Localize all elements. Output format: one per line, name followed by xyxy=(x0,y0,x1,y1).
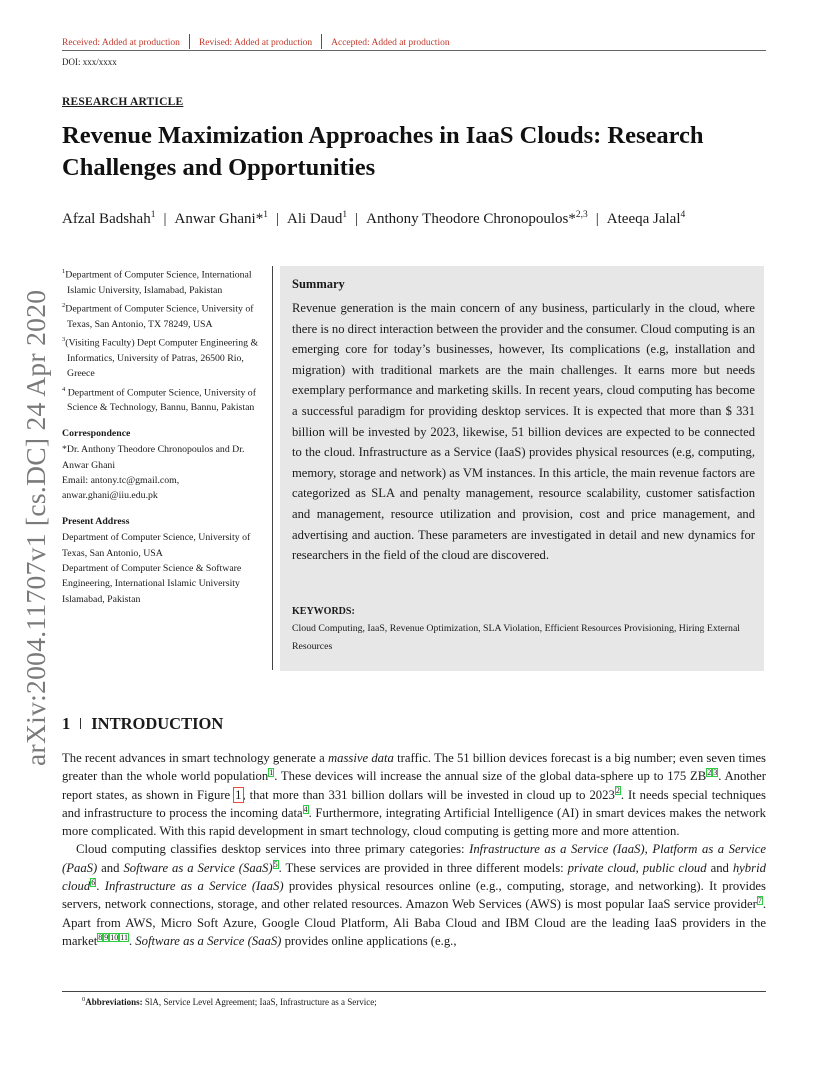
author-name: Anwar Ghani* xyxy=(174,211,264,227)
accepted-date: Accepted: Added at production xyxy=(331,37,450,48)
present-address-line: Department of Computer Science & Software Engineering, International Islamic University Islamabad, Pakistan xyxy=(62,562,242,605)
paragraph: The recent advances in smart technology generate a massive data traffic. The 51 billion devices forecast is a big number; even seven times greater than the whole world population$^1$. These devices will increase the annual size of the global data-sphere up to 175 ZB$^2$ $^3$. Another report states, as shown in Figure 1, that more than 331 billion dollars will be invested in cloud up to 2023$^2$. It needs special techniques and infrastructure to process the incoming data$^4$. Furthermore, integrating Artificial Intelligence (AI) in smart devices makes the network more complicated. With this rapid development in smart technology, cloud computing is getting more and more attention. xyxy=(62,751,767,839)
affiliations-column xyxy=(62,264,267,607)
affiliation: $^3$(Visiting Faculty) Dept Computer Engineering & Informatics, University of Patras, 26500 Rio, Greece xyxy=(62,336,259,380)
author-affil: 1 xyxy=(263,210,268,220)
author-affil: 2,3 xyxy=(575,210,588,220)
article-type: RESEARCH ARTICLE xyxy=(62,96,184,108)
citation-link[interactable]: 2 xyxy=(707,768,712,778)
author-affil: 4 xyxy=(680,210,686,220)
affiliation: $^4$ Department of Computer Science, University of Science & Technology, Bannu, Bannu, Pakistan xyxy=(62,385,256,414)
section-number: 1 xyxy=(62,714,71,733)
author-name: Ateeqa Jalal xyxy=(606,211,681,227)
citation-link[interactable]: 5 xyxy=(273,859,278,869)
received-date: Received: Added at production xyxy=(62,37,180,48)
divider xyxy=(189,34,190,49)
column-divider xyxy=(272,266,273,670)
affiliation: $^1$Department of Computer Science, International Islamic University, Islamabad, Pakistan xyxy=(62,268,252,296)
author-name: Anthony Theodore Chronopoulos* xyxy=(366,211,576,227)
author-affil: 1 xyxy=(342,210,348,220)
author-name: Afzal Badshah xyxy=(62,211,151,227)
summary-text: Revenue generation is the main concern of any business, particularly in the cloud, where there is no direct interaction between the provider and the consumer. Cloud computing is an emerging core for today’s businesses, however, Its complications (e.g, installation and migration) with traditional markets are the main challenges. It earns more but needs exemplary performance and marketing skills. In recent years, cloud computing has become a successful paradigm for providing desktop services. It is expected that more than $ 331 billion will be invested by 2023, likewise, 51 billion devices are expected to be connected to the cloud. Infrastructure as a Service (IaaS) provides physical resources (e.g, computing, memory, storage and network) as VM instances. In this article, the main revenue factors are categorized as SLA and penalty management, resource scalability, customer satisfaction and management, resource utilization and provision, cost and price management, and advertising and auction. These parameters are investigated in detail and new dynamics for researchers in the field of the cloud are discovered. xyxy=(292,301,755,563)
header-rule xyxy=(62,50,766,51)
footnote: $^0$Abbreviations: SlA, Service Level Agreement; IaaS, Infrastructure as a Service; xyxy=(82,996,377,1007)
correspondence-title: Correspondence xyxy=(62,427,131,439)
present-address-title: Present Address xyxy=(62,515,130,527)
citation-link[interactable]: 9 xyxy=(104,932,109,942)
citation-link[interactable]: 2 xyxy=(615,786,620,796)
citation-link[interactable]: 7 xyxy=(757,896,762,906)
present-address-line: Department of Computer Science, University of Texas, San Antonio, USA xyxy=(62,532,251,559)
citation-link[interactable]: 1 xyxy=(269,768,274,778)
citation-link[interactable]: 3 xyxy=(713,768,718,778)
arxiv-stamp: arXiv:2004.11707v1 [cs.DC] 24 Apr 2020 xyxy=(20,289,51,766)
intro-body xyxy=(62,749,766,950)
history-line xyxy=(62,35,450,50)
author-affil: 1 xyxy=(150,210,156,220)
correspondence-names: *Dr. Anthony Theodore Chronopoulos and Dr. Anwar Ghani xyxy=(62,444,245,471)
summary-title: Summary xyxy=(292,277,345,291)
footnote-label: Abbreviations: xyxy=(85,997,143,1007)
author-list: Afzal Badshah$^1$ | Anwar Ghani*$^1$ | Ali Daud$^1$ | Anthony Theodore Chronopoulos*$^{2,3}$ | Ateeqa Jalal$^4$ xyxy=(62,210,686,227)
doi: DOI: xxx/xxxx xyxy=(62,57,117,67)
paragraph: Cloud computing classifies desktop services into three primary categories: Infrastructure as a Service (IaaS), Platform as a Service (PaaS) and Software as a Service (SaaS)$^5$. These services are provided in three different models: private cloud, public cloud and hybrid cloud$^6$. Infrastructure as a Service (IaaS) provides physical resources online (e.g., computing, storage, and networking). It provides servers, network connections, storage, and other related resources. Amazon Web Services (AWS) is most popular IaaS service provider$^7$. Apart from AWS, Micro Soft Azure, Google Cloud Platform, Ali Baba Cloud and IBM Cloud are the leading IaaS providers in the market$^8$ $^9$ $^{10}$ $^{11}$. Software as a Service (SaaS) provides online applications (e.g., xyxy=(62,842,766,948)
revised-date: Revised: Added at production xyxy=(198,37,313,48)
divider xyxy=(321,34,322,49)
affiliation: $^2$Department of Computer Science, University of Texas, San Antonio, TX 78249, USA xyxy=(62,302,254,330)
citation-link[interactable]: 11 xyxy=(120,932,128,942)
citation-link[interactable]: 8 xyxy=(98,932,103,942)
citation-link[interactable]: 10 xyxy=(110,932,119,942)
footnote-text: SlA, Service Level Agreement; IaaS, Infrastructure as a Service; xyxy=(142,997,377,1007)
footnote-rule xyxy=(62,991,766,992)
keywords-title: KEYWORDS: xyxy=(292,606,355,617)
section-heading xyxy=(62,714,223,734)
figure-link[interactable]: 1 xyxy=(235,787,242,802)
author-name: Ali Daud xyxy=(286,211,343,227)
keywords-list: Cloud Computing, IaaS, Revenue Optimization, SLA Violation, Efficient Resources Provisioning, Hiring External Resources xyxy=(292,623,741,652)
paper-title: Revenue Maximization Approaches in IaaS Clouds: Research Challenges and Opportunities xyxy=(62,122,704,181)
section-title: INTRODUCTION xyxy=(91,714,224,733)
citation-link[interactable]: 6 xyxy=(91,877,96,887)
correspondence-email[interactable]: Email: antony.tc@gmail.com, anwar.ghani@iiu.edu.pk xyxy=(62,474,180,502)
citation-link[interactable]: 4 xyxy=(303,804,308,814)
